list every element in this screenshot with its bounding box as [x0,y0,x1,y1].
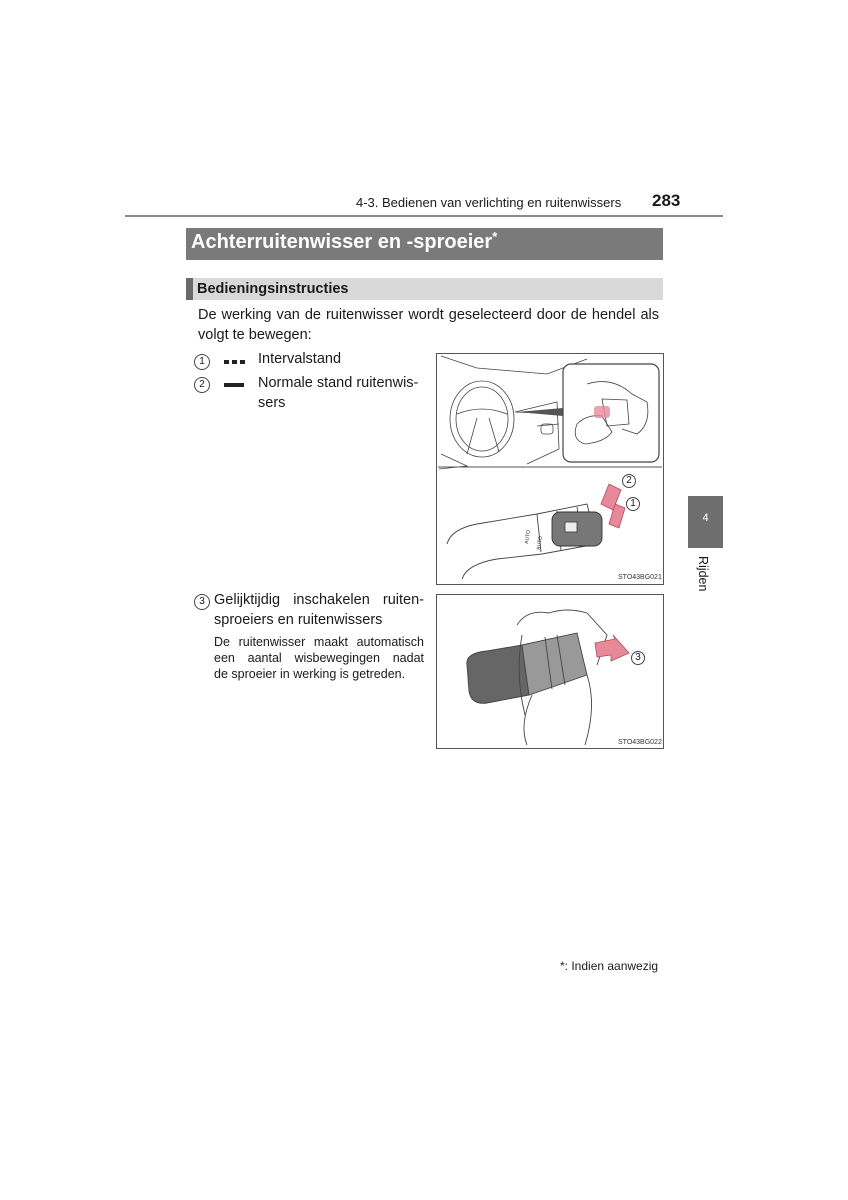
section-title: Achterruitenwisser en -sproeier* [191,229,498,253]
figure1-code: STO43BG021 [618,574,662,581]
header-divider [125,215,723,217]
item-3-text-line2: sproeiers en ruitenwissers [214,612,383,628]
intermittent-wiper-icon [224,357,246,367]
item-3-number: 3 [194,594,210,610]
item-1-number: 1 [194,354,210,370]
section-title-bar [186,228,663,260]
chapter-number: 4 [702,512,709,524]
footnote [560,959,658,973]
figure1-callout-2: 2 [622,474,636,488]
item-3-desc-line3: de sproeier in werking is getreden. [214,667,406,681]
footnote-symbol: * [560,959,565,973]
item-1-text: Intervalstand [258,351,342,367]
footnote-text: : Indien aanwezig [564,959,659,973]
item-2-text-line1: Normale stand ruitenwis- [258,375,419,391]
lever-label-auto-1: AUTO [523,529,533,545]
lever-illustration [437,354,663,584]
page-number: 283 [652,191,681,210]
running-header: 4-3. Bedienen van verlichting en ruitenwissers [356,195,622,210]
figure-washer-operation [436,594,664,749]
item-3-text-line1: Gelijktijdig inschakelen ruiten- [214,592,424,608]
figure2-callout-3: 3 [631,651,645,665]
subsection-bar [186,278,663,300]
item-3-desc-line1: De ruitenwisser maakt automatisch [214,635,424,649]
chapter-label: Rijden [696,556,710,592]
intro-paragraph: De werking van de ruitenwisser wordt geselecteerd door de hendel als volgt te bewegen: [198,307,659,343]
item-2-number: 2 [194,377,210,393]
lever-label-auto-2: AUTO [535,535,545,551]
washer-illustration [437,595,663,748]
figure1-callout-1: 1 [626,497,640,511]
chapter-tab [688,496,723,548]
figure-wiper-lever-positions [436,353,664,585]
normal-wiper-icon [224,383,244,387]
asterisk-mark: * [492,229,498,244]
figure2-code: STO43BG022 [618,739,662,746]
subsection-marker [186,278,193,300]
item-2-text-line2: sers [258,395,286,411]
subsection-title: Bedieningsinstructies [197,281,349,297]
item-3-desc-line2: een aantal wisbewegingen nadat [214,651,424,665]
